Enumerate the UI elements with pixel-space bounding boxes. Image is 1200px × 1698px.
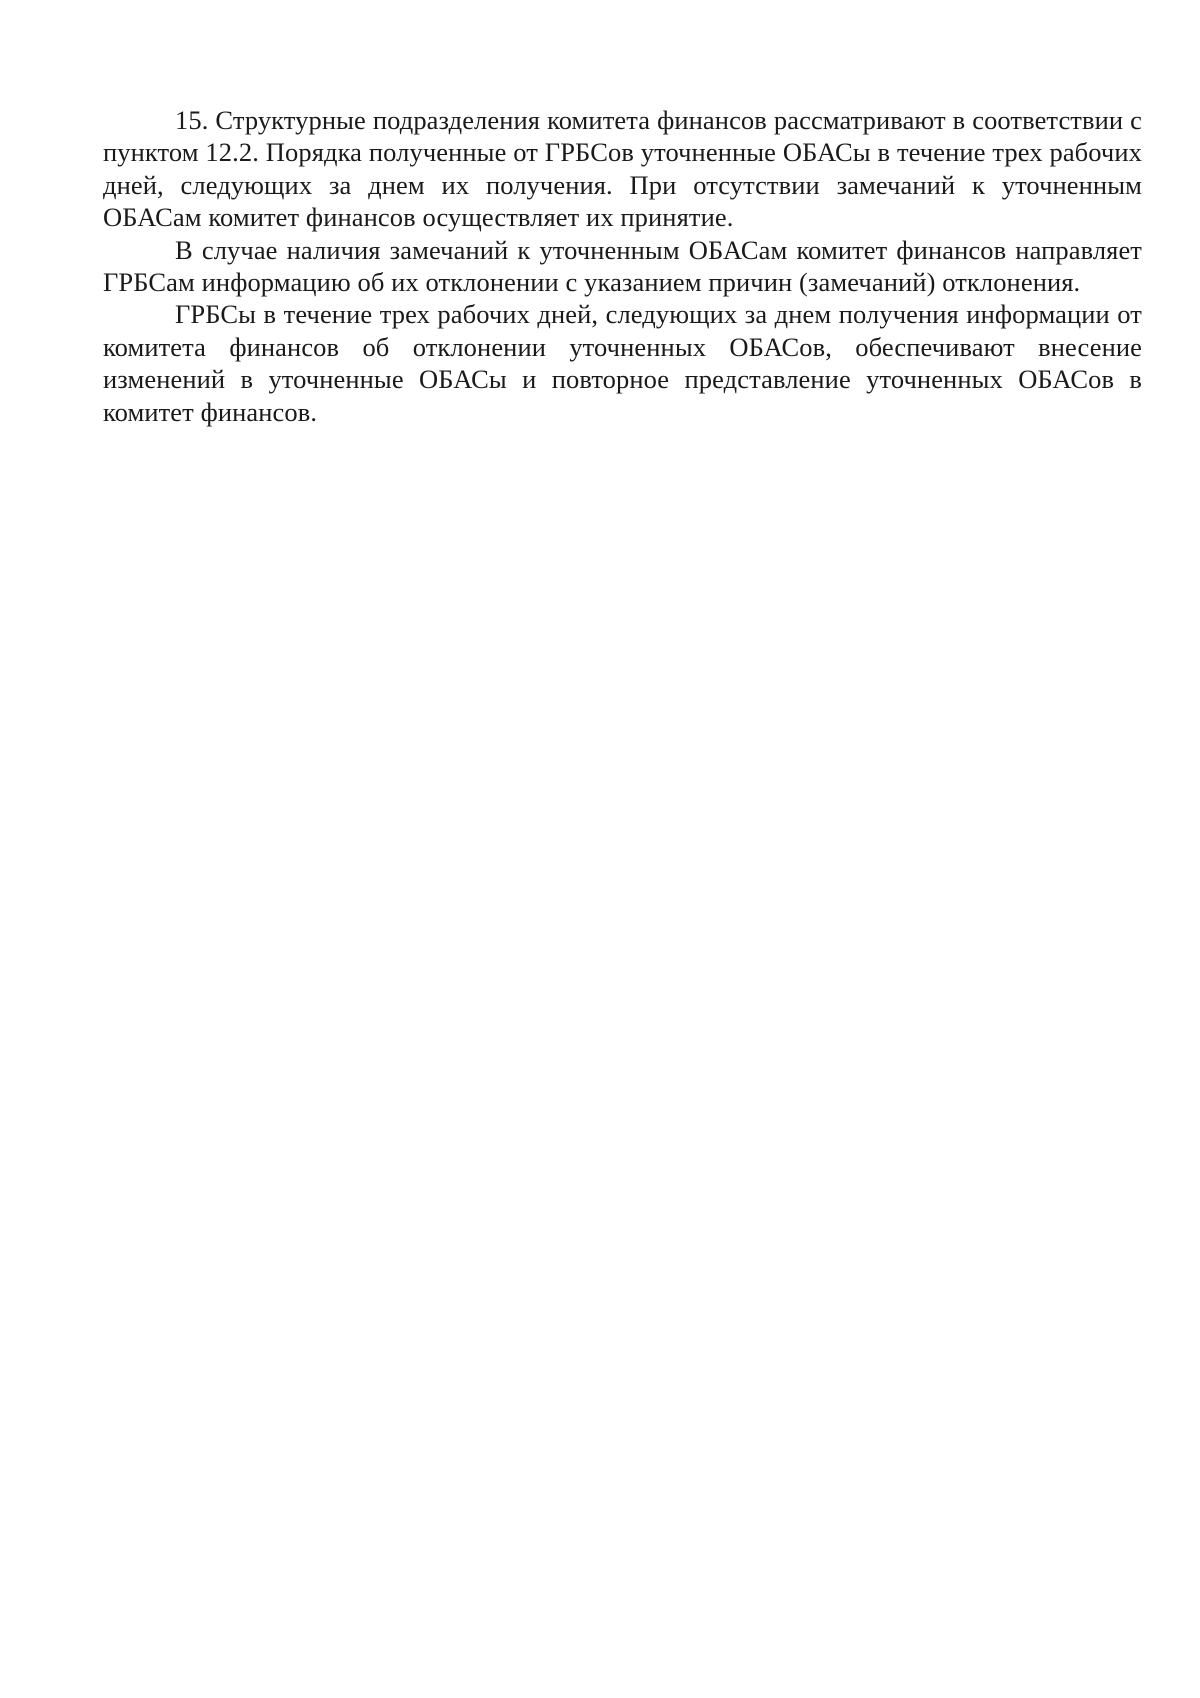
paragraph-resubmission: ГРБСы в течение трех рабочих дней, следующих за днем получения информации от комитета финансов об отклонении уточненных ОБАСов, обеспечивают внесение изменений в уточненные ОБАСы и повторное представление уточненных ОБАСов в комитет финансов. <box>103 299 1142 427</box>
document-body <box>103 104 1142 428</box>
paragraph-remarks: В случае наличия замечаний к уточненным ОБАСам комитет финансов направляет ГРБСам информацию об их отклонении с указанием причин (замечаний) отклонения. <box>103 234 1142 298</box>
paragraph-15: 15. Структурные подразделения комитета финансов рассматривают в соответствии с пунктом 12.2. Порядка полученные от ГРБСов уточненные ОБАСы в течение трех рабочих дней, следующих за днем их получения. При отсутствии замечаний к уточненным ОБАСам комитет финансов осуществляет их принятие. <box>103 105 1142 233</box>
